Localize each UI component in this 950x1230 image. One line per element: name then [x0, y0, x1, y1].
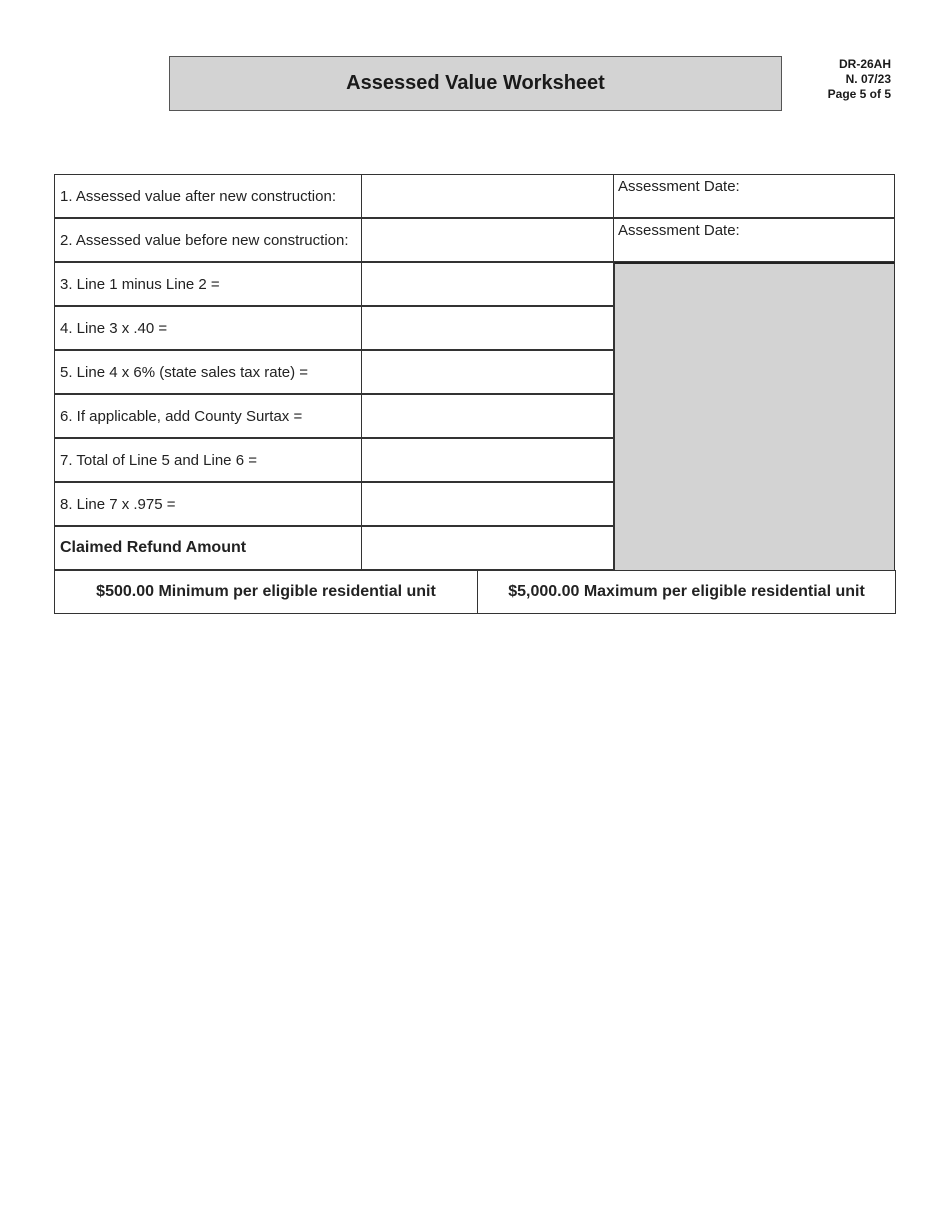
- form-id: DR-26AH: [838, 57, 891, 71]
- line-7-label: 7. Total of Line 5 and Line 6 =: [54, 438, 362, 482]
- line-6-input[interactable]: [361, 394, 614, 438]
- line-4-label: 4. Line 3 x .40 =: [54, 306, 362, 350]
- form-revision: N. 07/23: [845, 72, 891, 86]
- line-5-label: 5. Line 4 x 6% (state sales tax rate) =: [54, 350, 362, 394]
- line-4-input[interactable]: [361, 306, 614, 350]
- line-5-input[interactable]: [361, 350, 614, 394]
- claimed-refund-input[interactable]: [361, 526, 614, 570]
- line-6-label: 6. If applicable, add County Surtax =: [54, 394, 362, 438]
- line-8-label: 8. Line 7 x .975 =: [54, 482, 362, 526]
- limits-row: [55, 570, 896, 614]
- assessment-date-1-label: Assessment Date:: [618, 178, 740, 195]
- worksheet-row-1: [55, 175, 895, 219]
- worksheet-table: [55, 175, 895, 600]
- page-title: Assessed Value Worksheet: [169, 56, 782, 111]
- worksheet-row-2: [55, 219, 895, 263]
- maximum-limit: $5,000.00 Maximum per eligible residential unit: [477, 570, 896, 614]
- assessment-date-1[interactable]: [613, 174, 895, 218]
- shaded-area: [614, 262, 895, 571]
- minimum-limit: $500.00 Minimum per eligible residential unit: [54, 570, 478, 614]
- line-8-input[interactable]: [361, 482, 614, 526]
- claimed-refund-label: Claimed Refund Amount: [54, 526, 362, 570]
- assessment-date-2-label: Assessment Date:: [618, 222, 740, 239]
- line-1-input[interactable]: [361, 174, 614, 218]
- page-number: Page 5 of 5: [827, 87, 891, 101]
- assessment-date-2[interactable]: [613, 218, 895, 262]
- line-7-input[interactable]: [361, 438, 614, 482]
- line-3-input[interactable]: [361, 262, 614, 306]
- line-2-input[interactable]: [361, 218, 614, 262]
- form-meta: [828, 57, 891, 102]
- line-3-label: 3. Line 1 minus Line 2 =: [54, 262, 362, 306]
- line-1-label: 1. Assessed value after new construction:: [54, 174, 362, 218]
- line-2-label: 2. Assessed value before new construction:: [54, 218, 362, 262]
